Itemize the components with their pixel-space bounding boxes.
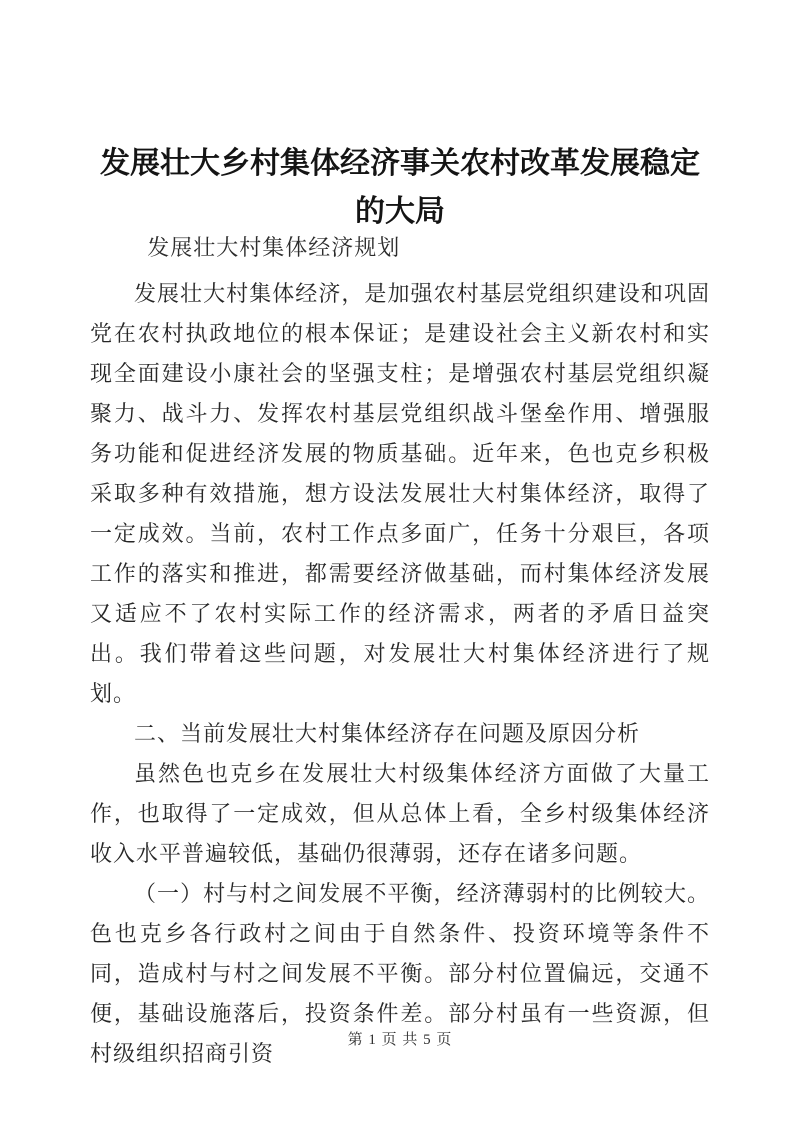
document-subtitle: 发展壮大村集体经济规划 <box>147 235 401 260</box>
paragraph-section-heading: 二、当前发展壮大村集体经济存在问题及原因分析 <box>134 721 641 746</box>
paragraph-overview: 虽然色也克乡在发展壮大村级集体经济方面做了大量工作，也取得了一定成效，但从总体上看，全乡村级集体经济收入水平普遍较低，基础仍很薄弱，还存在诸多问题。 <box>90 761 710 866</box>
paragraph-problem-one: （一）村与村之间发展不平衡，经济薄弱村的比例较大。色也克乡各行政村之间由于自然条件、投资环境等条件不同，造成村与村之间发展不平衡。部分村位置偏远，交通不便，基础设施落后，投资条件差。部分村虽有一些资源，但村级组织招商引资 <box>90 881 710 1066</box>
page-number: 第 1 页 共 5 页 <box>347 1032 453 1048</box>
paragraph-intro: 发展壮大村集体经济，是加强农村基层党组织建设和巩固党在农村执政地位的根本保证；是建设社会主义新农村和实现全面建设小康社会的坚强支柱；是增强农村基层党组织凝聚力、战斗力、发挥农村基层党组织战斗堡垒作用、增强服务功能和促进经济发展的物质基础。近年来，色也克乡积极采取多种有效措施，想方设法发展壮大村集体经济，取得了一定成效。当前，农村工作点多面广，任务十分艰巨，各项工作的落实和推进，都需要经济做基础，而村集体经济发展又适应不了农村实际工作的经济需求，两者的矛盾日益突出。我们带着这些问题，对发展壮大村集体经济进行了规划。 <box>90 281 710 706</box>
page-footer <box>0 1028 800 1049</box>
document-title: 发展壮大乡村集体经济事关农村改革发展稳定的大局 <box>100 147 700 228</box>
